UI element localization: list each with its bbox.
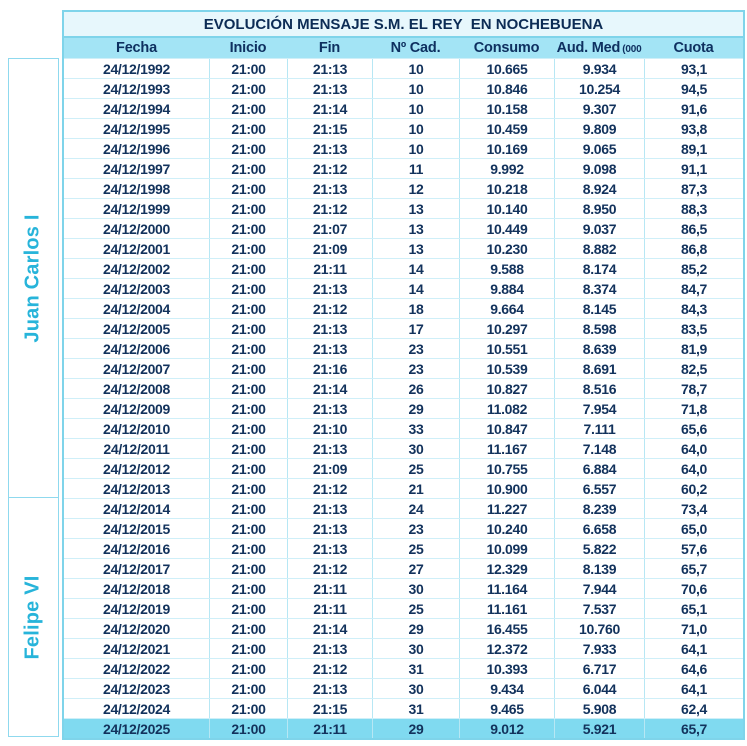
table-cell: 10.665 xyxy=(459,59,554,78)
table-row xyxy=(64,238,743,258)
table-cell: 21:13 xyxy=(287,679,372,698)
table-cell: 65,6 xyxy=(644,419,743,438)
table-row xyxy=(64,538,743,558)
table-cell: 21:00 xyxy=(209,679,287,698)
table-cell: 21:00 xyxy=(209,699,287,718)
table-cell: 21:14 xyxy=(287,619,372,638)
table-cell: 23 xyxy=(372,359,459,378)
table-cell: 21:09 xyxy=(287,459,372,478)
table-cell: 21:00 xyxy=(209,259,287,278)
table-cell: 24/12/1999 xyxy=(102,200,171,217)
table-cell: 21:00 xyxy=(209,379,287,398)
table-row xyxy=(64,458,743,478)
table-cell: 21:15 xyxy=(287,699,372,718)
table-cell: 21:13 xyxy=(287,59,372,78)
table-row xyxy=(64,358,743,378)
table-cell: 9.588 xyxy=(459,259,554,278)
table-cell: 31 xyxy=(372,699,459,718)
column-header-aud-med-main: Aud. Med xyxy=(556,40,621,56)
table-cell: 10.169 xyxy=(459,139,554,158)
table-cell: 10 xyxy=(372,119,459,138)
table-cell: 10.099 xyxy=(459,539,554,558)
table-row xyxy=(64,618,743,638)
table-cell: 24/12/1994 xyxy=(102,100,171,117)
table-row xyxy=(64,338,743,358)
column-header-fin: Fin xyxy=(318,40,341,56)
table-row xyxy=(64,158,743,178)
table-cell: 18 xyxy=(372,299,459,318)
table-cell: 6.044 xyxy=(554,679,644,698)
table-cell: 11.167 xyxy=(459,439,554,458)
table-cell: 21:00 xyxy=(209,79,287,98)
table-cell: 10.827 xyxy=(459,379,554,398)
table-cell: 9.465 xyxy=(459,699,554,718)
table-cell: 6.884 xyxy=(554,459,644,478)
table-cell: 13 xyxy=(372,199,459,218)
table-cell: 73,4 xyxy=(644,499,743,518)
table-cell: 93,8 xyxy=(644,119,743,138)
table-cell: 21:00 xyxy=(209,99,287,118)
table-cell: 21:13 xyxy=(287,319,372,338)
table-cell: 10.218 xyxy=(459,179,554,198)
table-cell: 24/12/2009 xyxy=(102,400,171,417)
table-cell: 21:07 xyxy=(287,219,372,238)
table-row xyxy=(64,138,743,158)
table-cell: 10.254 xyxy=(554,79,644,98)
table-cell: 8.145 xyxy=(554,299,644,318)
table-cell: 21:00 xyxy=(209,639,287,658)
table-cell: 21:00 xyxy=(209,299,287,318)
table-cell: 7.954 xyxy=(554,399,644,418)
table-cell: 21:12 xyxy=(287,479,372,498)
table-cell: 7.537 xyxy=(554,599,644,618)
table-cell: 21:12 xyxy=(287,659,372,678)
table-cell: 24/12/2020 xyxy=(102,620,171,637)
table-cell: 21:13 xyxy=(287,639,372,658)
table-cell: 94,5 xyxy=(644,79,743,98)
table-cell: 31 xyxy=(372,659,459,678)
table-cell: 21:13 xyxy=(287,339,372,358)
table-cell: 24/12/2016 xyxy=(102,540,171,557)
table-cell: 10.847 xyxy=(459,419,554,438)
table-cell: 24/12/2023 xyxy=(102,680,171,697)
table-cell: 24/12/2024 xyxy=(102,700,171,717)
table-cell: 64,0 xyxy=(644,459,743,478)
table-cell: 8.239 xyxy=(554,499,644,518)
table-cell: 6.557 xyxy=(554,479,644,498)
table-cell: 24/12/2006 xyxy=(102,340,171,357)
reign-sidebar xyxy=(8,58,59,737)
table-cell: 21:00 xyxy=(209,219,287,238)
table-cell: 24/12/2007 xyxy=(102,360,171,377)
table-cell: 21:00 xyxy=(209,279,287,298)
table-cell: 21:11 xyxy=(287,599,372,618)
table-cell: 9.307 xyxy=(554,99,644,118)
table-cell: 10.297 xyxy=(459,319,554,338)
column-header-aud-med-suffix: (000 xyxy=(622,44,642,55)
table-cell: 8.691 xyxy=(554,359,644,378)
table-cell: 21:13 xyxy=(287,139,372,158)
table-row xyxy=(64,378,743,398)
table-row xyxy=(64,178,743,198)
table-cell: 8.924 xyxy=(554,179,644,198)
table-cell: 21:14 xyxy=(287,379,372,398)
table-cell: 9.992 xyxy=(459,159,554,178)
table-row xyxy=(64,58,743,78)
table-cell: 13 xyxy=(372,219,459,238)
table-cell: 24/12/2012 xyxy=(102,460,171,477)
table-cell: 24/12/1997 xyxy=(102,160,171,177)
table-cell: 24 xyxy=(372,499,459,518)
table-cell: 86,8 xyxy=(644,239,743,258)
table-cell: 21:00 xyxy=(209,719,287,738)
table-cell: 21:00 xyxy=(209,619,287,638)
table-cell: 24/12/2005 xyxy=(102,320,171,337)
table-cell: 21:00 xyxy=(209,239,287,258)
table-row xyxy=(64,518,743,538)
table-cell: 14 xyxy=(372,279,459,298)
column-header-fecha: Fecha xyxy=(116,40,157,56)
table-header-row xyxy=(64,38,743,58)
table-cell: 27 xyxy=(372,559,459,578)
table-cell: 65,1 xyxy=(644,599,743,618)
table-cell: 21:14 xyxy=(287,99,372,118)
column-header-inicio: Inicio xyxy=(229,40,267,56)
table-cell: 21:11 xyxy=(287,719,372,738)
table-cell: 82,5 xyxy=(644,359,743,378)
table-cell: 21:00 xyxy=(209,459,287,478)
table-cell: 64,6 xyxy=(644,659,743,678)
table-cell: 9.065 xyxy=(554,139,644,158)
table-cell: 71,0 xyxy=(644,619,743,638)
table-cell: 21:10 xyxy=(287,419,372,438)
table-cell: 24/12/2000 xyxy=(102,220,171,237)
table-row xyxy=(64,478,743,498)
table-cell: 29 xyxy=(372,399,459,418)
table-cell: 7.148 xyxy=(554,439,644,458)
table-row xyxy=(64,678,743,698)
table-cell: 12.372 xyxy=(459,639,554,658)
table-cell: 88,3 xyxy=(644,199,743,218)
table-cell: 24/12/2022 xyxy=(102,660,171,677)
table-cell: 21:00 xyxy=(209,599,287,618)
table-cell: 30 xyxy=(372,679,459,698)
table-cell: 10.755 xyxy=(459,459,554,478)
table-row xyxy=(64,278,743,298)
table-cell: 24/12/2011 xyxy=(103,440,170,457)
column-header-cuota: Cuota xyxy=(673,40,714,56)
table-body xyxy=(64,58,743,738)
table-cell: 10.900 xyxy=(459,479,554,498)
table-cell: 65,7 xyxy=(644,719,743,738)
table-cell: 21:13 xyxy=(287,539,372,558)
table-row xyxy=(64,558,743,578)
table-cell: 5.908 xyxy=(554,699,644,718)
table-cell: 26 xyxy=(372,379,459,398)
table-cell: 10.760 xyxy=(554,619,644,638)
table-cell: 21:00 xyxy=(209,339,287,358)
table-cell: 21:00 xyxy=(209,419,287,438)
table-title: EVOLUCIÓN MENSAJE S.M. EL REY EN NOCHEBUENA xyxy=(64,12,743,38)
table-cell: 24/12/2019 xyxy=(102,600,171,617)
table-cell: 25 xyxy=(372,599,459,618)
table-cell: 11.227 xyxy=(459,499,554,518)
table-cell: 10 xyxy=(372,139,459,158)
table-cell: 71,8 xyxy=(644,399,743,418)
table-cell: 21:00 xyxy=(209,659,287,678)
table-cell: 24/12/2025 xyxy=(102,720,171,737)
table-cell: 8.139 xyxy=(554,559,644,578)
table-cell: 29 xyxy=(372,619,459,638)
table-cell: 91,6 xyxy=(644,99,743,118)
table-cell: 9.434 xyxy=(459,679,554,698)
table-cell: 57,6 xyxy=(644,539,743,558)
table-cell: 21:00 xyxy=(209,139,287,158)
table-cell: 21:09 xyxy=(287,239,372,258)
table-cell: 24/12/2017 xyxy=(102,560,171,577)
table-cell: 12.329 xyxy=(459,559,554,578)
table-row xyxy=(64,218,743,238)
table-cell: 91,1 xyxy=(644,159,743,178)
table-cell: 8.174 xyxy=(554,259,644,278)
table-cell: 10.393 xyxy=(459,659,554,678)
table-cell: 62,4 xyxy=(644,699,743,718)
table-row xyxy=(64,298,743,318)
table-cell: 10.158 xyxy=(459,99,554,118)
table-cell: 93,1 xyxy=(644,59,743,78)
table-cell: 10.459 xyxy=(459,119,554,138)
table-cell: 21:12 xyxy=(287,299,372,318)
table-cell: 21:00 xyxy=(209,119,287,138)
table-cell: 11 xyxy=(372,159,459,178)
table-row xyxy=(64,598,743,618)
table-cell: 16.455 xyxy=(459,619,554,638)
reign-group-juan-carlos xyxy=(8,58,59,498)
reign-group-label: Juan Carlos I xyxy=(22,213,45,343)
table-cell: 8.598 xyxy=(554,319,644,338)
column-header-consumo: Consumo xyxy=(473,40,540,56)
table-cell: 21:13 xyxy=(287,179,372,198)
table-cell: 84,7 xyxy=(644,279,743,298)
table-cell: 9.664 xyxy=(459,299,554,318)
table-cell: 7.933 xyxy=(554,639,644,658)
table-cell: 64,0 xyxy=(644,439,743,458)
table-cell: 21:00 xyxy=(209,199,287,218)
table-cell: 21:11 xyxy=(287,259,372,278)
table-cell: 10.551 xyxy=(459,339,554,358)
table-cell: 5.921 xyxy=(554,719,644,738)
table-cell: 21:00 xyxy=(209,559,287,578)
table-cell: 86,5 xyxy=(644,219,743,238)
table-cell: 84,3 xyxy=(644,299,743,318)
table-cell: 6.717 xyxy=(554,659,644,678)
table-cell: 8.639 xyxy=(554,339,644,358)
reign-group-felipe xyxy=(8,497,59,737)
table-row xyxy=(64,498,743,518)
table-cell: 24/12/2014 xyxy=(102,500,171,517)
table-cell: 9.934 xyxy=(554,59,644,78)
table-row xyxy=(64,198,743,218)
table-row xyxy=(64,118,743,138)
table-cell: 87,3 xyxy=(644,179,743,198)
table-cell: 12 xyxy=(372,179,459,198)
table-row xyxy=(64,698,743,718)
table-cell: 24/12/2003 xyxy=(102,280,171,297)
table-cell: 25 xyxy=(372,539,459,558)
table-cell: 9.809 xyxy=(554,119,644,138)
table-cell: 21:13 xyxy=(287,439,372,458)
audience-table xyxy=(62,10,745,740)
table-cell: 78,7 xyxy=(644,379,743,398)
table-cell: 10.240 xyxy=(459,519,554,538)
table-cell: 21:13 xyxy=(287,399,372,418)
table-cell: 21:00 xyxy=(209,539,287,558)
table-cell: 8.374 xyxy=(554,279,644,298)
table-cell: 24/12/2018 xyxy=(102,580,171,597)
table-cell: 9.884 xyxy=(459,279,554,298)
table-row xyxy=(64,658,743,678)
table-cell: 6.658 xyxy=(554,519,644,538)
table-cell: 11.082 xyxy=(459,399,554,418)
table-row xyxy=(64,418,743,438)
table-cell: 21:12 xyxy=(287,199,372,218)
table-cell: 21:00 xyxy=(209,159,287,178)
table-cell: 10.846 xyxy=(459,79,554,98)
table-row xyxy=(64,78,743,98)
table-cell: 64,1 xyxy=(644,679,743,698)
table-cell: 9.098 xyxy=(554,159,644,178)
table-cell: 10.539 xyxy=(459,359,554,378)
table-cell: 24/12/2013 xyxy=(102,480,171,497)
table-cell: 21:00 xyxy=(209,579,287,598)
table-cell: 8.882 xyxy=(554,239,644,258)
table-cell: 24/12/2021 xyxy=(102,640,171,657)
table-cell: 24/12/2010 xyxy=(102,420,171,437)
column-header-num-cadenas: Nº Cad. xyxy=(390,40,441,56)
table-row xyxy=(64,718,743,738)
table-cell: 33 xyxy=(372,419,459,438)
table-cell: 83,5 xyxy=(644,319,743,338)
table-cell: 7.111 xyxy=(554,419,644,438)
table-cell: 24/12/1998 xyxy=(102,180,171,197)
table-cell: 24/12/2004 xyxy=(102,300,171,317)
table-cell: 14 xyxy=(372,259,459,278)
table-row xyxy=(64,638,743,658)
table-cell: 21 xyxy=(372,479,459,498)
table-cell: 10 xyxy=(372,99,459,118)
table-cell: 8.950 xyxy=(554,199,644,218)
table-cell: 70,6 xyxy=(644,579,743,598)
table-cell: 21:11 xyxy=(287,579,372,598)
table-cell: 30 xyxy=(372,439,459,458)
table-cell: 21:00 xyxy=(209,359,287,378)
table-cell: 30 xyxy=(372,639,459,658)
table-cell: 24/12/2008 xyxy=(102,380,171,397)
table-cell: 21:13 xyxy=(287,279,372,298)
table-cell: 64,1 xyxy=(644,639,743,658)
table-cell: 21:15 xyxy=(287,119,372,138)
table-cell: 25 xyxy=(372,459,459,478)
table-cell: 23 xyxy=(372,339,459,358)
table-cell: 7.944 xyxy=(554,579,644,598)
table-cell: 60,2 xyxy=(644,479,743,498)
table-row xyxy=(64,318,743,338)
table-cell: 9.012 xyxy=(459,719,554,738)
table-cell: 24/12/1993 xyxy=(102,80,171,97)
table-cell: 24/12/1995 xyxy=(102,120,171,137)
table-cell: 21:00 xyxy=(209,59,287,78)
table-cell: 11.161 xyxy=(459,599,554,618)
table-row xyxy=(64,98,743,118)
table-cell: 10.140 xyxy=(459,199,554,218)
table-cell: 24/12/1992 xyxy=(102,60,171,77)
table-cell: 65,7 xyxy=(644,559,743,578)
column-header-aud-med xyxy=(554,38,644,58)
table-cell: 23 xyxy=(372,519,459,538)
reign-group-label: Felipe VI xyxy=(22,574,45,660)
table-row xyxy=(64,398,743,418)
table-cell: 10 xyxy=(372,79,459,98)
table-cell: 21:00 xyxy=(209,479,287,498)
table-cell: 30 xyxy=(372,579,459,598)
table-cell: 21:00 xyxy=(209,319,287,338)
table-cell: 21:00 xyxy=(209,399,287,418)
table-cell: 21:13 xyxy=(287,499,372,518)
table-cell: 29 xyxy=(372,719,459,738)
table-cell: 8.516 xyxy=(554,379,644,398)
table-cell: 24/12/1996 xyxy=(102,140,171,157)
table-row xyxy=(64,438,743,458)
table-cell: 10 xyxy=(372,59,459,78)
table-cell: 81,9 xyxy=(644,339,743,358)
table-cell: 21:16 xyxy=(287,359,372,378)
table-cell: 24/12/2001 xyxy=(102,240,171,257)
table-cell: 10.449 xyxy=(459,219,554,238)
table-cell: 21:12 xyxy=(287,559,372,578)
table-cell: 5.822 xyxy=(554,539,644,558)
table-cell: 21:13 xyxy=(287,519,372,538)
table-cell: 21:00 xyxy=(209,439,287,458)
table-cell: 85,2 xyxy=(644,259,743,278)
table-cell: 10.230 xyxy=(459,239,554,258)
table-cell: 13 xyxy=(372,239,459,258)
table-cell: 21:00 xyxy=(209,519,287,538)
table-cell: 24/12/2015 xyxy=(102,520,171,537)
table-row xyxy=(64,578,743,598)
table-cell: 21:00 xyxy=(209,499,287,518)
table-cell: 21:12 xyxy=(287,159,372,178)
table-cell: 11.164 xyxy=(459,579,554,598)
table-cell: 9.037 xyxy=(554,219,644,238)
table-cell: 21:13 xyxy=(287,79,372,98)
table-cell: 21:00 xyxy=(209,179,287,198)
table-cell: 65,0 xyxy=(644,519,743,538)
table-cell: 24/12/2002 xyxy=(102,260,171,277)
table-cell: 17 xyxy=(372,319,459,338)
table-row xyxy=(64,258,743,278)
table-cell: 89,1 xyxy=(644,139,743,158)
